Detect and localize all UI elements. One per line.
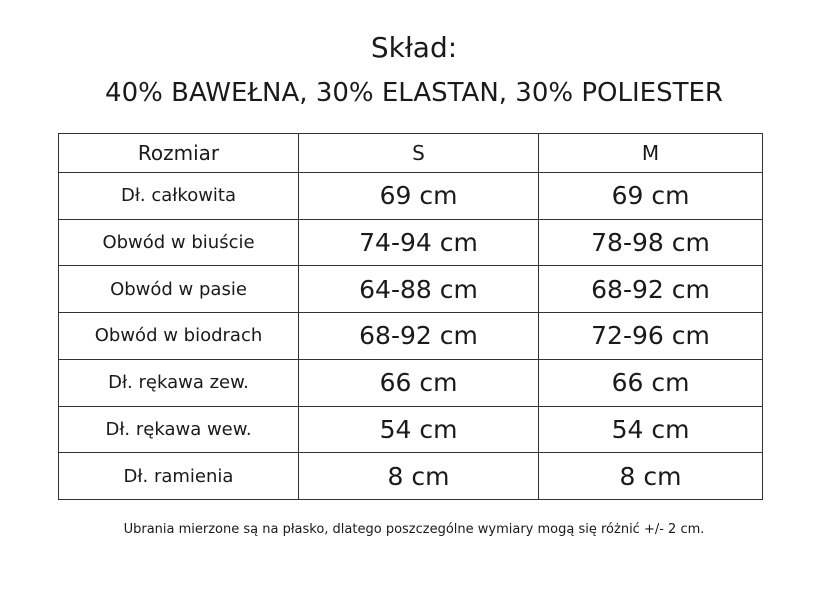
value-s: 68-92 cm [299,313,539,360]
value-s: 64-88 cm [299,266,539,313]
value-s: 69 cm [299,172,539,219]
table-row [59,453,763,500]
row-label: Dł. rękawa wew. [59,406,299,453]
row-label: Dł. całkowita [59,172,299,219]
value-s: 8 cm [299,453,539,500]
table-row [59,219,763,266]
row-label: Obwód w biuście [59,219,299,266]
composition-heading: Skład: [370,31,458,64]
value-m: 78-98 cm [539,219,763,266]
value-m: 72-96 cm [539,313,763,360]
column-header-m: M [539,134,763,173]
row-label: Obwód w biodrach [59,313,299,360]
row-label: Obwód w pasie [59,266,299,313]
measurement-note: Ubrania mierzone są na płasko, dlatego poszczególne wymiary mogą się różnić +/- 2 cm. [123,522,705,537]
table-row [59,172,763,219]
composition-materials: 40% BAWEŁNA, 30% ELASTAN, 30% POLIESTER [105,78,723,108]
table-header-row [59,134,763,173]
value-s: 54 cm [299,406,539,453]
value-m: 68-92 cm [539,266,763,313]
size-table [58,133,763,500]
row-label: Dł. rękawa zew. [59,359,299,406]
column-header-size: Rozmiar [59,134,299,173]
value-m: 66 cm [539,359,763,406]
value-m: 69 cm [539,172,763,219]
column-header-s: S [299,134,539,173]
table-row [59,359,763,406]
value-s: 74-94 cm [299,219,539,266]
table-row [59,406,763,453]
table-row [59,266,763,313]
row-label: Dł. ramienia [59,453,299,500]
value-m: 54 cm [539,406,763,453]
value-s: 66 cm [299,359,539,406]
table-row [59,313,763,360]
value-m: 8 cm [539,453,763,500]
